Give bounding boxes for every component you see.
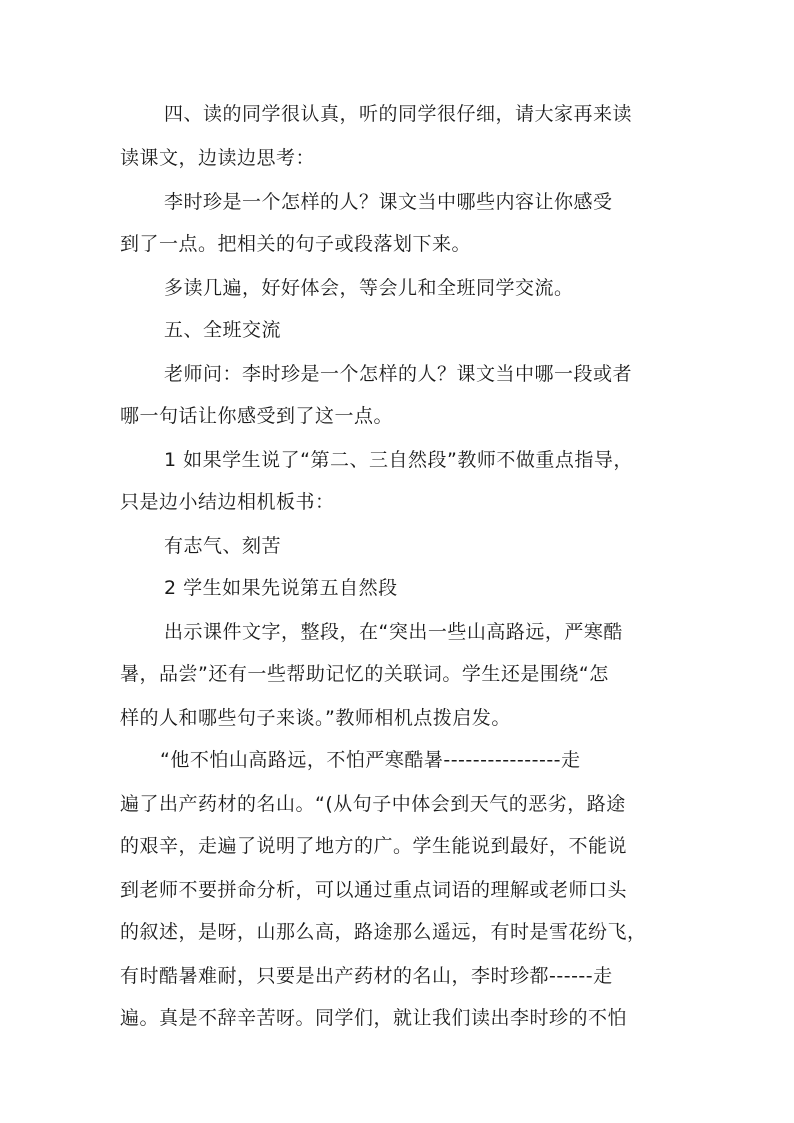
section-heading: 五、全班交流: [164, 319, 282, 341]
text-line: 读课文，边读边思考：: [120, 147, 316, 169]
text-line: 样的人和哪些句子来谈。”教师相机点拨启发。: [120, 707, 511, 729]
text-line: 1 如果学生说了“第二、三自然段”教师不做重点指导，: [164, 449, 633, 471]
text-line: 四、读的同学很认真，听的同学很仔细，请大家再来读: [164, 103, 633, 125]
text-line: 的艰辛，走遍了说明了地方的广。学生能说到最好，不能说: [120, 835, 628, 857]
text-line: 出示课件文字，整段，在“突出一些山高路远，严寒酷: [164, 621, 623, 643]
text-line: 李时珍是一个怎样的人？课文当中哪些内容让你感受: [164, 191, 613, 213]
text-line: 暑，品尝”还有一些帮助记忆的关联词。学生还是围绕“怎: [120, 663, 609, 685]
text-line: 到了一点。把相关的句子或段落划下来。: [120, 233, 472, 255]
text-line: “他不怕山高路远，不怕严寒酷暑----------------走: [160, 749, 581, 771]
text-line: 有志气、刻苦: [164, 535, 282, 557]
text-line: 哪一句话让你感受到了这一点。: [120, 405, 394, 427]
text-line: 2 学生如果先说第五自然段: [164, 577, 398, 599]
text-line: 老师问：李时珍是一个怎样的人？课文当中哪一段或者: [164, 363, 633, 385]
text-line: 到老师不要拼命分析，可以通过重点词语的理解或老师口头: [120, 879, 628, 901]
text-line: 遍。真是不辞辛苦呀。同学们，就让我们读出李时珍的不怕: [120, 1007, 628, 1029]
text-line: 的叙述，是呀，山那么高，路途那么遥远，有时是雪花纷飞，: [120, 921, 647, 943]
text-line: 遍了出产药材的名山。“(从句子中体会到天气的恶劣，路途: [120, 793, 626, 815]
text-line: 只是边小结边相机板书：: [120, 491, 335, 513]
text-line: 有时酷暑难耐，只要是出产药材的名山，李时珍都------走: [120, 965, 613, 987]
text-line: 多读几遍，好好体会，等会儿和全班同学交流。: [164, 277, 574, 299]
